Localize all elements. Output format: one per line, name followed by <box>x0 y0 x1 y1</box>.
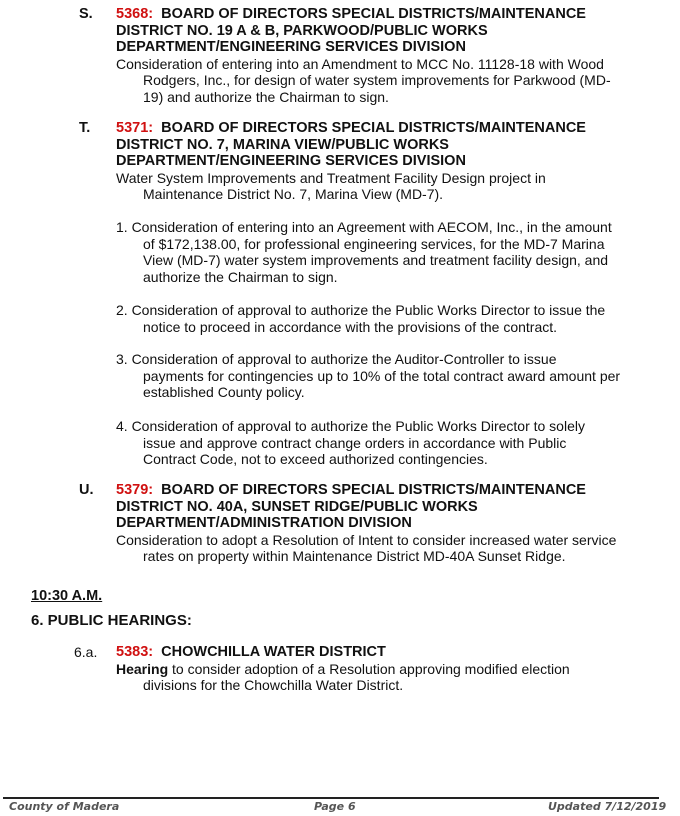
item-description <box>116 661 621 694</box>
item-heading <box>116 6 621 56</box>
item-number[interactable]: 5368: <box>116 6 154 22</box>
item-number[interactable]: 5383: <box>116 644 154 660</box>
item-number[interactable]: 5379: <box>116 482 154 498</box>
item-heading <box>116 120 621 170</box>
footer-county: County of Madera <box>9 800 120 813</box>
item-number[interactable]: 5371: <box>116 120 154 136</box>
agenda-item <box>116 482 621 565</box>
sub-item: 3. Consideration of approval to authorize the Auditor-Controller to issue payments for contingencies up to 10% of the total contract award amount per established County policy. <box>116 351 621 400</box>
item-title: BOARD OF DIRECTORS SPECIAL DISTRICTS/MAINTENANCE DISTRICT NO. 40A, SUNSET RIDGE/PUBLIC WORKS DEPARTMENT/ADMINISTRATION DIVISION <box>116 482 586 531</box>
item-description: Consideration to adopt a Resolution of Intent to consider increased water service rates on property within Maintenance District MD-40A Sunset Ridge. <box>116 531 617 564</box>
hearing-text: to consider adoption of a Resolution approving modified election divisions for the Chowchilla Water District. <box>143 660 570 693</box>
item-letter: T. <box>79 120 91 136</box>
item-description: Consideration of entering into an Amendment to MCC No. 11128-18 with Wood Rodgers, Inc., for design of water system improvements for Parkwood (MD-19) and authorize the Chairman to sign. <box>116 55 611 105</box>
item-letter: U. <box>79 482 94 498</box>
footer-page: Page 6 <box>314 800 356 813</box>
section-heading: 6. PUBLIC HEARINGS: <box>31 612 192 629</box>
sub-item: 1. Consideration of entering into an Agreement with AECOM, Inc., in the amount of $172,138.00, for professional engineering services, for the MD-7 Marina View (MD-7) water system improvements and treatment facility design, and authorize the Chairman to sign. <box>116 219 612 285</box>
item-title: BOARD OF DIRECTORS SPECIAL DISTRICTS/MAINTENANCE DISTRICT NO. 19 A & B, PARKWOOD/PUBLIC WORKS DEPARTMENT/ENGINEERING SERVICES DIVISION <box>116 6 586 55</box>
hearing-lead: Hearing <box>116 660 169 677</box>
sub-item: 2. Consideration of approval to authorize the Public Works Director to issue the notice to proceed in accordance with the provisions of the contract. <box>116 302 606 335</box>
sub-item: 4. Consideration of approval to authorize the Public Works Director to solely issue and approve contract change orders in accordance with Public Contract Code, not to exceed authorized contingencies. <box>116 418 585 467</box>
item-letter: S. <box>79 6 93 22</box>
item-title: BOARD OF DIRECTORS SPECIAL DISTRICTS/MAINTENANCE DISTRICT NO. 7, MARINA VIEW/PUBLIC WORKS DEPARTMENT/ENGINEERING SERVICES DIVISION <box>116 120 586 169</box>
item-heading <box>116 482 621 532</box>
item-title: CHOWCHILLA WATER DISTRICT <box>161 644 386 660</box>
hearing-item <box>116 644 621 694</box>
agenda-item <box>116 6 621 105</box>
footer-divider <box>3 797 659 799</box>
agenda-item <box>116 120 621 203</box>
item-heading <box>116 644 621 661</box>
item-description: Water System Improvements and Treatment Facility Design project in Maintenance District No. 7, Marina View (MD-7). <box>116 169 546 202</box>
hearing-letter: 6.a. <box>74 644 98 660</box>
time-heading: 10:30 A.M. <box>31 588 103 604</box>
footer-updated: Updated 7/12/2019 <box>548 800 667 813</box>
